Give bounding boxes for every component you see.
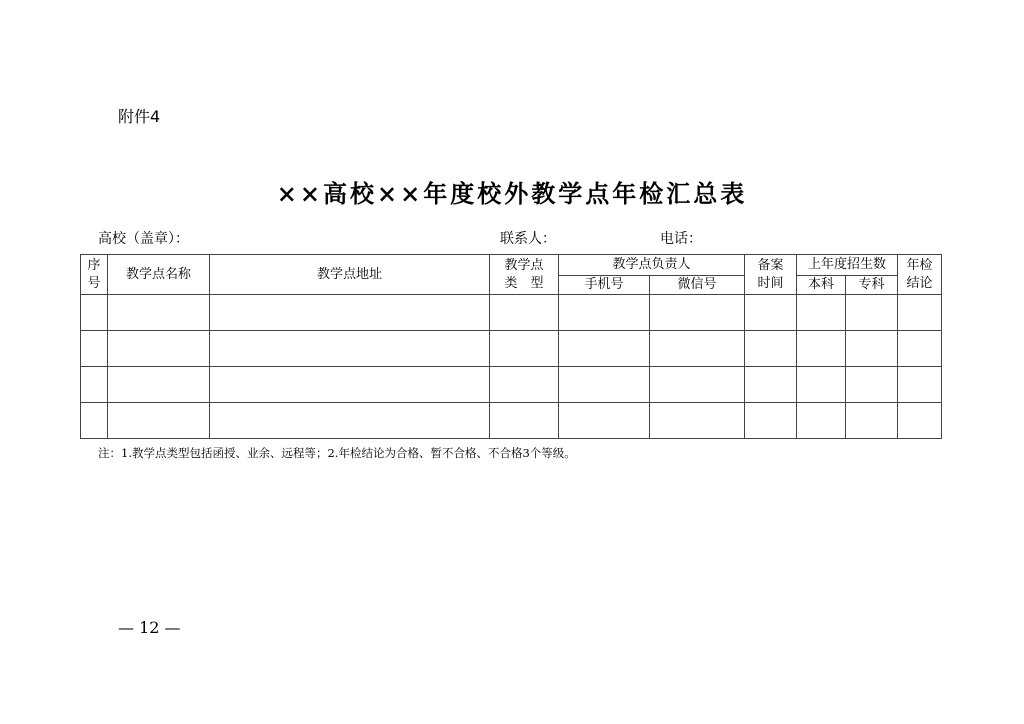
- table-cell: [846, 367, 898, 403]
- table-cell: [898, 403, 942, 439]
- table-cell: [898, 367, 942, 403]
- table-cell: [210, 403, 490, 439]
- table-row: [81, 331, 942, 367]
- attachment-label: 附件4: [118, 107, 161, 126]
- table-cell: [898, 331, 942, 367]
- table-row: [81, 403, 942, 439]
- table-cell: [210, 367, 490, 403]
- table-cell: [81, 331, 108, 367]
- table-cell: [745, 331, 797, 367]
- table-footnote: 注：1.教学点类型包括函授、业余、远程等；2.年检结论为合格、暂不合格、不合格3个等级。: [98, 446, 576, 460]
- table-cell: [745, 367, 797, 403]
- header-site-type-line2: 类 型: [504, 275, 544, 291]
- summary-table: [80, 254, 942, 439]
- table-cell: [797, 295, 846, 331]
- header-inspection-line1: 年检: [906, 257, 933, 273]
- header-inspection-line2: 结论: [906, 275, 933, 291]
- table-cell: [490, 367, 559, 403]
- table-cell: [108, 403, 210, 439]
- page-number: — 12 —: [118, 618, 181, 637]
- header-site-type-line1: 教学点: [504, 257, 544, 273]
- table-cell: [898, 295, 942, 331]
- table-cell: [745, 403, 797, 439]
- header-enrollment: 上年度招生数: [797, 255, 898, 276]
- table-cell: [559, 403, 650, 439]
- table-cell: [650, 331, 745, 367]
- header-seq-line1: 序: [87, 257, 101, 273]
- table-cell: [559, 295, 650, 331]
- table-cell: [490, 295, 559, 331]
- header-record-line2: 时间: [757, 275, 784, 291]
- header-record-time: [745, 255, 797, 295]
- header-seq: [81, 255, 108, 295]
- table-row: [81, 367, 942, 403]
- table-cell: [81, 295, 108, 331]
- table-cell: [490, 331, 559, 367]
- phone-label: 电话：: [660, 231, 702, 247]
- table-cell: [846, 403, 898, 439]
- table-cell: [650, 295, 745, 331]
- school-seal-label: 高校（盖章）：: [98, 231, 189, 247]
- header-site-name: 教学点名称: [108, 255, 210, 295]
- header-seq-line2: 号: [87, 275, 101, 291]
- header-enroll-junior: 专科: [846, 276, 898, 295]
- table-cell: [559, 331, 650, 367]
- header-enroll-bachelor: 本科: [797, 276, 846, 295]
- table-cell: [490, 403, 559, 439]
- table-cell: [81, 403, 108, 439]
- header-site-type: [490, 255, 559, 295]
- table-cell: [210, 331, 490, 367]
- table-cell: [797, 367, 846, 403]
- contact-person-label: 联系人：: [500, 231, 556, 247]
- table-cell: [210, 295, 490, 331]
- table-cell: [650, 367, 745, 403]
- table-cell: [846, 331, 898, 367]
- table-row: [81, 295, 942, 331]
- table-cell: [108, 367, 210, 403]
- table-cell: [797, 403, 846, 439]
- table-cell: [745, 295, 797, 331]
- header-record-line1: 备案: [757, 257, 784, 273]
- header-manager-wechat: 微信号: [650, 276, 745, 295]
- table-cell: [108, 295, 210, 331]
- table-cell: [797, 331, 846, 367]
- header-site-address: 教学点地址: [210, 255, 490, 295]
- table-cell: [650, 403, 745, 439]
- table-cell: [81, 367, 108, 403]
- document-title: ××高校××年度校外教学点年检汇总表: [276, 179, 748, 208]
- table-cell: [108, 331, 210, 367]
- header-manager-phone: 手机号: [559, 276, 650, 295]
- header-manager: 教学点负责人: [559, 255, 745, 276]
- header-inspection: [898, 255, 942, 295]
- table-cell: [846, 295, 898, 331]
- table-cell: [559, 367, 650, 403]
